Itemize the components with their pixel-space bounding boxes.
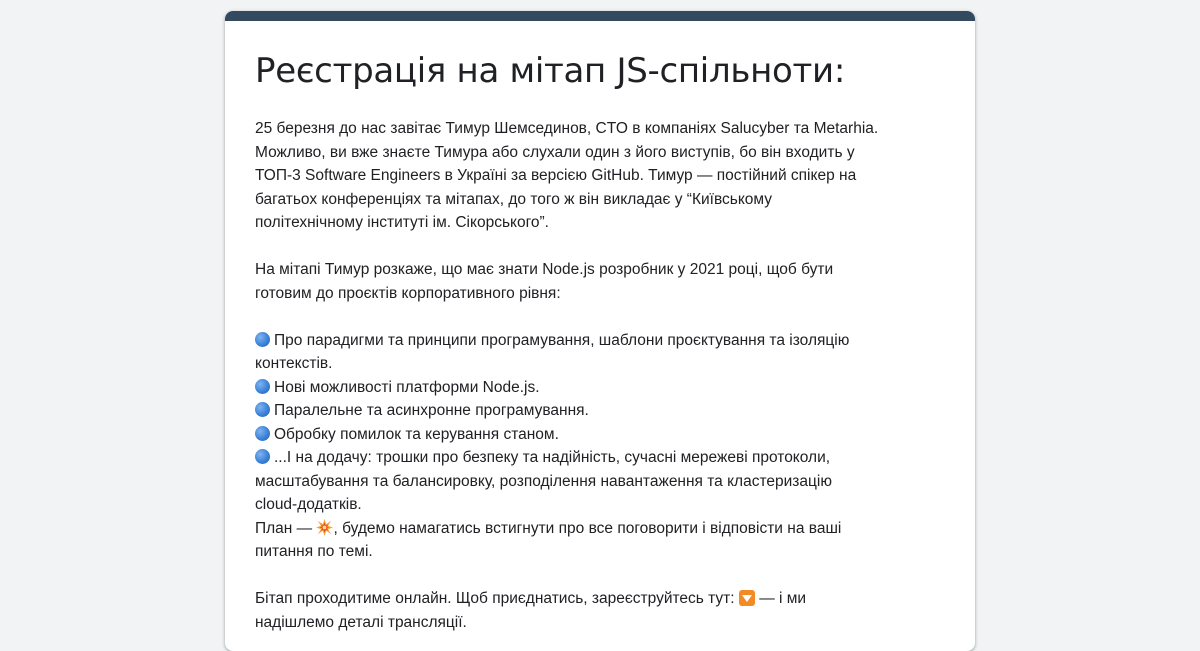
list-item: Обробку помилок та керування станом. (255, 423, 945, 447)
description-paragraph-cta (255, 587, 945, 634)
collision-icon (316, 519, 333, 536)
list-item: Паралельне та асинхронне програмування. (255, 399, 945, 423)
list-item: ...І на додачу: трошки про безпеку та надійність, сучасні мережеві протоколи, (255, 446, 945, 470)
down-button-icon (739, 590, 755, 606)
cta-text: — і ми (754, 590, 807, 607)
description-line: готовим до проєктів корпоративного рівня: (255, 284, 561, 302)
blue-circle-icon (255, 449, 270, 464)
blue-circle-icon (255, 426, 270, 441)
plan-text: , будемо намагатись встигнути про все поговорити і відповісти на ваші (333, 519, 842, 537)
plan-text: питання по темі. (255, 543, 373, 560)
blue-circle-icon (255, 332, 270, 347)
description-line: політехнічному інституті ім. Сікорського”. (255, 214, 549, 231)
description-paragraph-plan (255, 517, 945, 564)
form-card (225, 11, 975, 651)
topics-list (255, 329, 945, 517)
form-title: Реєстрація на мітап JS-спільноти: (255, 51, 845, 91)
description-paragraph-topics (255, 258, 945, 305)
cta-text: Бітап проходитиме онлайн. Щоб приєднатись, зареєструйтесь тут: (255, 590, 739, 607)
list-item-continuation: масштабування та балансировку, розподілення навантаження та кластеризацію (255, 472, 832, 490)
list-item-continuation: контекстів. (255, 355, 333, 372)
description-line: Можливо, ви вже знаєте Тимура або слухали один з його виступів, бо він входить у (255, 143, 855, 161)
description-line: На мітапі Тимур розкаже, що має знати Node.js розробник у 2021 році, щоб бути (255, 261, 834, 278)
blue-circle-icon (255, 379, 270, 394)
description-paragraph-intro (255, 117, 945, 235)
description-line: 25 березня до нас завітає Тимур Шемсединов, CTO в компаніях Salucyber та Metarhia. (255, 120, 879, 137)
form-accent-bar (225, 11, 975, 21)
form-description (255, 117, 945, 634)
description-line: багатьох конференціях та мітапах, до того ж він викладає у “Київському (255, 190, 772, 208)
form-header (225, 21, 975, 634)
cta-text: надішлемо деталі трансляції. (255, 613, 467, 631)
list-item: Нові можливості платформи Node.js. (255, 376, 945, 400)
list-item-continuation: cloud-додатків. (255, 496, 362, 513)
description-line: ТОП-3 Software Engineers в Україні за версією GitHub. Тимур — постійний спікер на (255, 167, 857, 184)
list-item: Про парадигми та принципи програмування, шаблони проєктування та ізоляцію (255, 329, 945, 353)
plan-text: План — (255, 519, 317, 537)
blue-circle-icon (255, 402, 270, 417)
